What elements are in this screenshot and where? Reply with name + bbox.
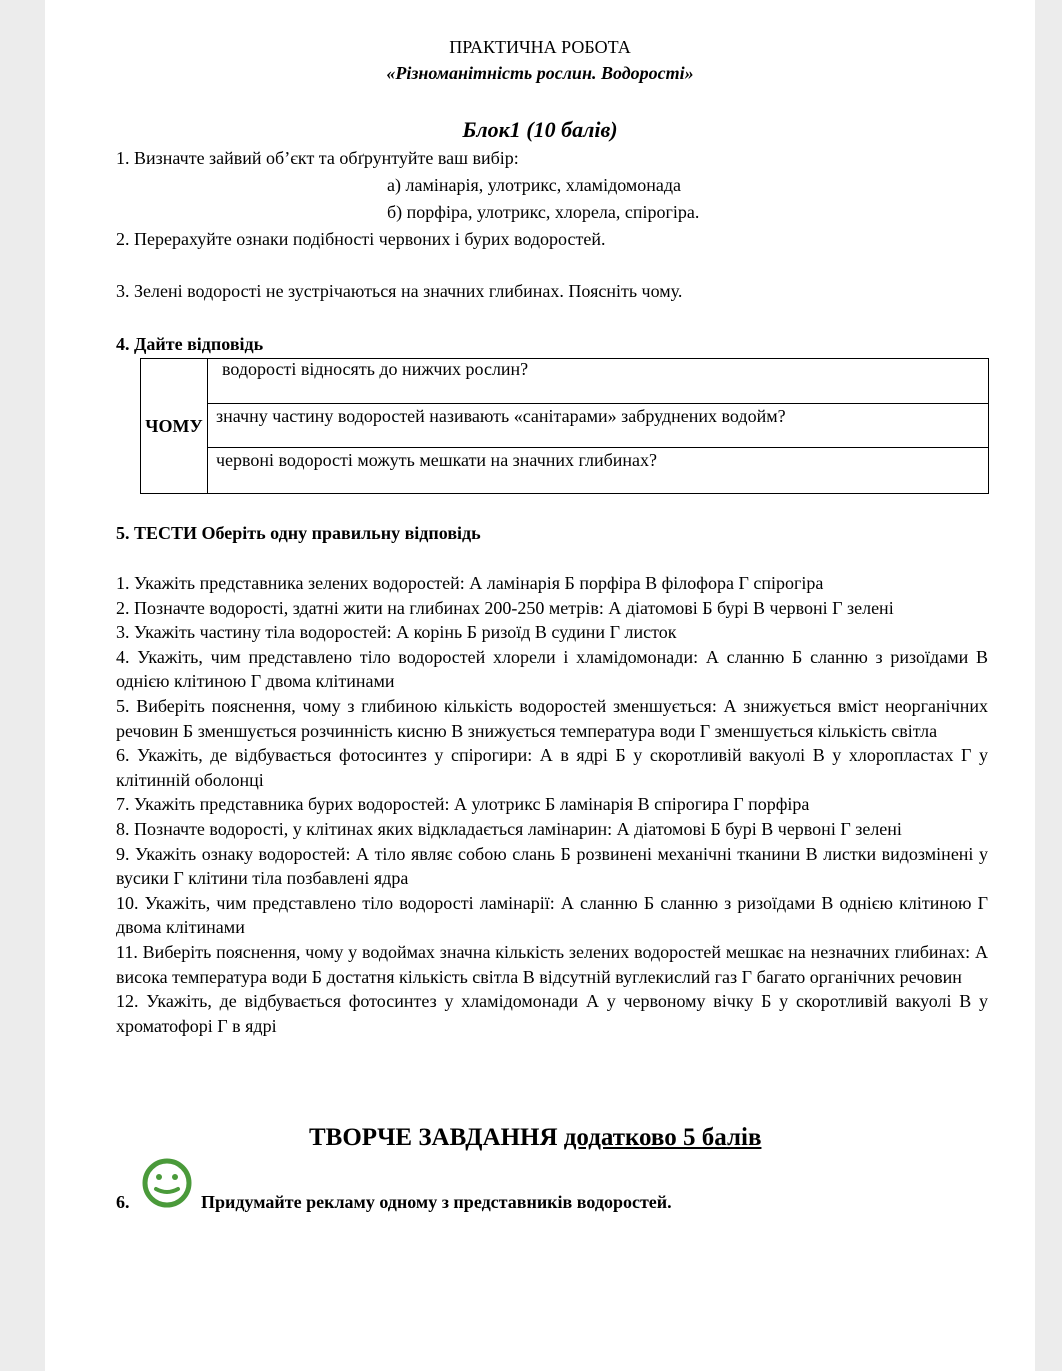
block-title: Блок1 (10 балів) bbox=[462, 117, 618, 142]
smiley-icon bbox=[135, 1158, 199, 1208]
creative-heading bbox=[309, 1124, 761, 1152]
question-3: 3. Зелені водорості не зустрічаються на значних глибинах. Поясніть чому. bbox=[116, 281, 683, 301]
why-row-1: водорості відносять до нижчих рослин? bbox=[208, 359, 989, 404]
why-table bbox=[140, 358, 989, 494]
test-item: 3. Укажіть частину тіла водоростей: А корінь Б ризоїд В судини Г листок bbox=[116, 622, 677, 643]
creative-number: 6. bbox=[116, 1192, 130, 1212]
test-item: 10. Укажіть, чим представлено тіло водорості ламінарії: А сланню Б сланню з ризоїдами В однією клітиною Г двома клітинами bbox=[116, 892, 988, 938]
creative-extra: додатково 5 балів bbox=[563, 1124, 762, 1151]
test-item: 1. Укажіть представника зелених водоростей: А ламінарія Б порфіра В філофора Г спірогіра bbox=[116, 573, 824, 593]
question-1a: а) ламінарія, улотрикс, хламідомонада bbox=[387, 175, 682, 195]
why-row-2: значну частину водоростей називають «санітарами» забруднених водойм? bbox=[208, 404, 989, 448]
creative-task: Придумайте рекламу одному з представників водоростей. bbox=[201, 1192, 672, 1212]
doc-subtitle: «Різноманітність рослин. Водорості» bbox=[386, 63, 694, 83]
document-page bbox=[45, 0, 1035, 1371]
test-item: 5. Виберіть пояснення, чому з глибиною кількість водоростей зменшується: А знижується вміст неорганічних речовин Б зменшується розчинність кисню В знижується температура води Г зменшується кількість світла bbox=[116, 695, 988, 741]
question-4: 4. Дайте відповідь bbox=[116, 334, 264, 354]
question-2: 2. Перерахуйте ознаки подібності червоних і бурих водоростей. bbox=[116, 229, 606, 249]
question-1b: б) порфіра, улотрикс, хлорела, спірогіра. bbox=[387, 202, 700, 222]
creative-title: ТВОРЧЕ ЗАВДАННЯ bbox=[309, 1124, 558, 1151]
why-row-3: червоні водорості можуть мешкати на значних глибинах? bbox=[208, 448, 989, 494]
doc-title: ПРАКТИЧНА РОБОТА bbox=[449, 37, 631, 57]
test-item: 11. Виберіть пояснення, чому у водоймах значна кількість зелених водоростей мешкає на незначних глибинах: А висока температура води Б достатня кількість світла В відсутній вуглекислий газ Г багато органічних речовин bbox=[116, 941, 988, 987]
test-item: 4. Укажіть, чим представлено тіло водоростей хлорели і хламідомонади: А сланню Б сланню з ризоїдами В однією клітиною Г двома клітинами bbox=[116, 646, 988, 692]
why-label: ЧОМУ bbox=[141, 359, 208, 494]
question-1: 1. Визначте зайвий об’єкт та обґрунтуйте ваш вибір: bbox=[116, 148, 519, 168]
test-item: 7. Укажіть представника бурих водоростей: А улотрикс Б ламінарія В спірогира Г порфіра bbox=[116, 794, 810, 815]
test-item: 6. Укажіть, де відбувається фотосинтез у спірогири: А в ядрі Б у скоротливій вакуолі В у хлоропластах Г у клітинній оболонці bbox=[116, 745, 988, 790]
test-item: 8. Позначте водорості, у клітинах яких відкладається ламінарин: А діатомові Б бурі В червоні Г зелені bbox=[116, 818, 902, 839]
test-item: 2. Позначте водорості, здатні жити на глибинах 200-250 метрів: А діатомові Б бурі В червоні Г зелені bbox=[116, 597, 894, 618]
tests-list bbox=[116, 571, 988, 1038]
test-item: 9. Укажіть ознаку водоростей: А тіло являє собою слань Б розвинені механічні тканини В листки видозмінені у вусики Г клітини тіла позбавлені ядра bbox=[116, 843, 988, 889]
test-item: 12. Укажіть, де відбувається фотосинтез у хламідомонади А у червоному вічку Б у скоротливій вакуолі В у хроматофорі Г в ядрі bbox=[116, 991, 988, 1036]
question-5: 5. ТЕСТИ Оберіть одну правильну відповідь bbox=[116, 523, 481, 543]
